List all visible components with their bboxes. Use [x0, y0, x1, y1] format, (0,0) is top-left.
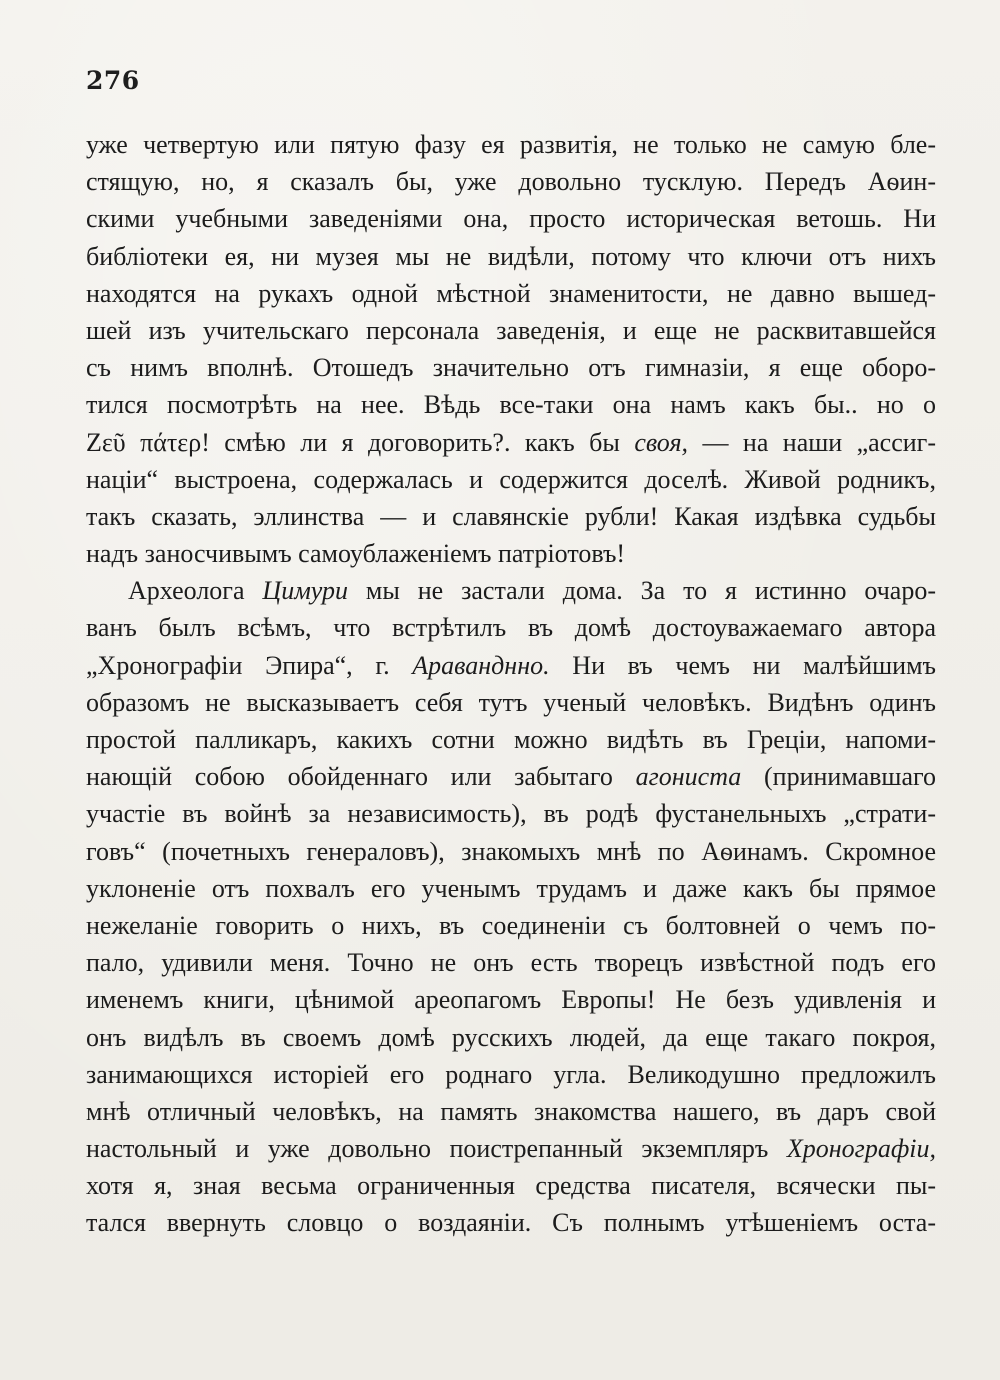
italic-text: Хронографіи,: [786, 1134, 936, 1164]
text-span: „Хронографіи Эпира“, г.: [86, 650, 413, 680]
text-span: тился посмотрѣть на нее. Вѣдь все-таки она намъ какъ бы.. но о: [86, 390, 936, 420]
text-line: [86, 275, 936, 312]
text-span: занимающихся исторіей его роднаго угла. Великодушно предложилъ: [86, 1059, 936, 1089]
text-span: говъ“ (почетныхъ генераловъ), знакомыхъ мнѣ по Аѳинамъ. Скромное: [86, 836, 936, 866]
text-span: именемъ книги, цѣнимой ареопагомъ Европы! Не безъ удивленія и: [86, 985, 936, 1015]
text-span: простой палликаръ, какихъ сотни можно видѣть въ Греціи, напоми-: [86, 725, 936, 754]
text-line: [86, 795, 936, 832]
text-span: библіотеки ея, ни музея мы не видѣли, потому что ключи отъ нихъ: [86, 241, 936, 271]
text-span: (принимавшаго: [741, 762, 936, 792]
text-span: съ нимъ вполнѣ. Отошедъ значительно отъ гимназіи, я еще оборо-: [86, 353, 936, 383]
text-line: [86, 312, 936, 349]
text-line: [86, 163, 936, 200]
text-span: уже четвертую или пятую фазу ея развитія, не только не самую бле-: [86, 130, 936, 159]
text-line: [86, 1130, 936, 1167]
text-span: нежеланіе говорить о нихъ, въ соединеніи съ болтовней о чемъ по-: [86, 910, 936, 940]
text-line: [86, 126, 936, 163]
text-span: уклоненіе отъ похвалъ его ученымъ трудамъ и даже какъ бы прямое: [86, 873, 936, 903]
text-line: [86, 833, 936, 870]
text-line: [86, 349, 936, 386]
text-span: Археолога: [128, 576, 263, 606]
italic-text: агониста: [635, 762, 742, 792]
text-span: такъ сказать, эллинства — и славянскіе рубли! Какая издѣвка судьбы: [86, 501, 936, 531]
text-line: [86, 944, 936, 981]
text-line: [86, 907, 936, 944]
text-line: [86, 758, 936, 795]
text-line: [86, 1019, 936, 1056]
text-span: стящую, но, я сказалъ бы, уже довольно тусклую. Передъ Аѳин-: [86, 167, 936, 197]
text-line: [86, 721, 936, 758]
text-line: [86, 386, 936, 423]
text-span: націи“ выстроена, содержалась и содержится доселѣ. Живой родникъ,: [86, 464, 936, 494]
text-span: мнѣ отличный человѣкъ, на память знакомства нашего, въ даръ свой: [86, 1096, 936, 1126]
text-line: [86, 870, 936, 907]
text-span: — на наши „ассиг-: [688, 427, 936, 457]
text-span: находятся на рукахъ одной мѣстной знаменитости, не давно вышед-: [86, 278, 936, 308]
text-span: тался ввернуть словцо о воздаяніи. Съ полнымъ утѣшеніемъ оста-: [86, 1208, 936, 1238]
text-span: настольный и уже довольно поистрепанный экземпляръ: [86, 1134, 787, 1164]
text-span: шей изъ учительскаго персонала заведенія, и еще не расквитавшейся: [86, 315, 936, 345]
text-line: [86, 684, 936, 721]
text-span: онъ видѣлъ въ своемъ домѣ русскихъ людей, да еще такаго покроя,: [86, 1022, 936, 1052]
text-span: Ни въ чемъ ни малѣйшимъ: [549, 650, 936, 680]
body-text: [86, 126, 936, 1242]
text-span: мы не застали дома. За то я истинно очаро-: [348, 576, 936, 606]
text-span: хотя я, зная весьма ограниченныя средства писателя, всячески пы-: [86, 1171, 936, 1201]
text-line: [86, 572, 936, 609]
text-span: ванъ былъ всѣмъ, что встрѣтилъ въ домѣ достоуважаемаго автора: [86, 613, 936, 643]
text-span: пало, удивили меня. Точно не онъ есть творецъ извѣстной подъ его: [86, 948, 936, 978]
text-line: [86, 461, 936, 498]
text-line: [86, 424, 936, 461]
italic-text: своя,: [634, 427, 689, 457]
italic-text: Араванднно.: [412, 650, 550, 680]
text-line: [86, 647, 936, 684]
text-line: [86, 981, 936, 1018]
text-line: [86, 1204, 936, 1241]
text-line: [86, 1167, 936, 1204]
italic-text: Цимури: [262, 576, 348, 606]
text-line: [86, 498, 936, 535]
text-line: [86, 609, 936, 646]
text-span: образомъ не высказываетъ себя тутъ ученый человѣкъ. Видѣнъ одинъ: [86, 687, 936, 717]
text-span: нающій собою обойденнаго или забытаго: [86, 762, 636, 792]
text-line: [86, 238, 936, 275]
text-line: [86, 1056, 936, 1093]
page-number: 276: [86, 66, 140, 95]
text-line: [86, 200, 936, 237]
text-span: Ζεῦ πάτερ! смѣю ли я договорить?. какъ бы: [86, 427, 635, 457]
text-span: участіе въ войнѣ за независимость), въ родѣ фустанельныхъ „страти-: [86, 799, 936, 829]
text-span: скими учебными заведеніями она, просто историческая ветошь. Ни: [86, 204, 936, 234]
text-line: [86, 1093, 936, 1130]
text-line: [86, 535, 936, 572]
text-span: надъ заносчивымъ самоублаженіемъ патріотовъ!: [86, 539, 626, 569]
